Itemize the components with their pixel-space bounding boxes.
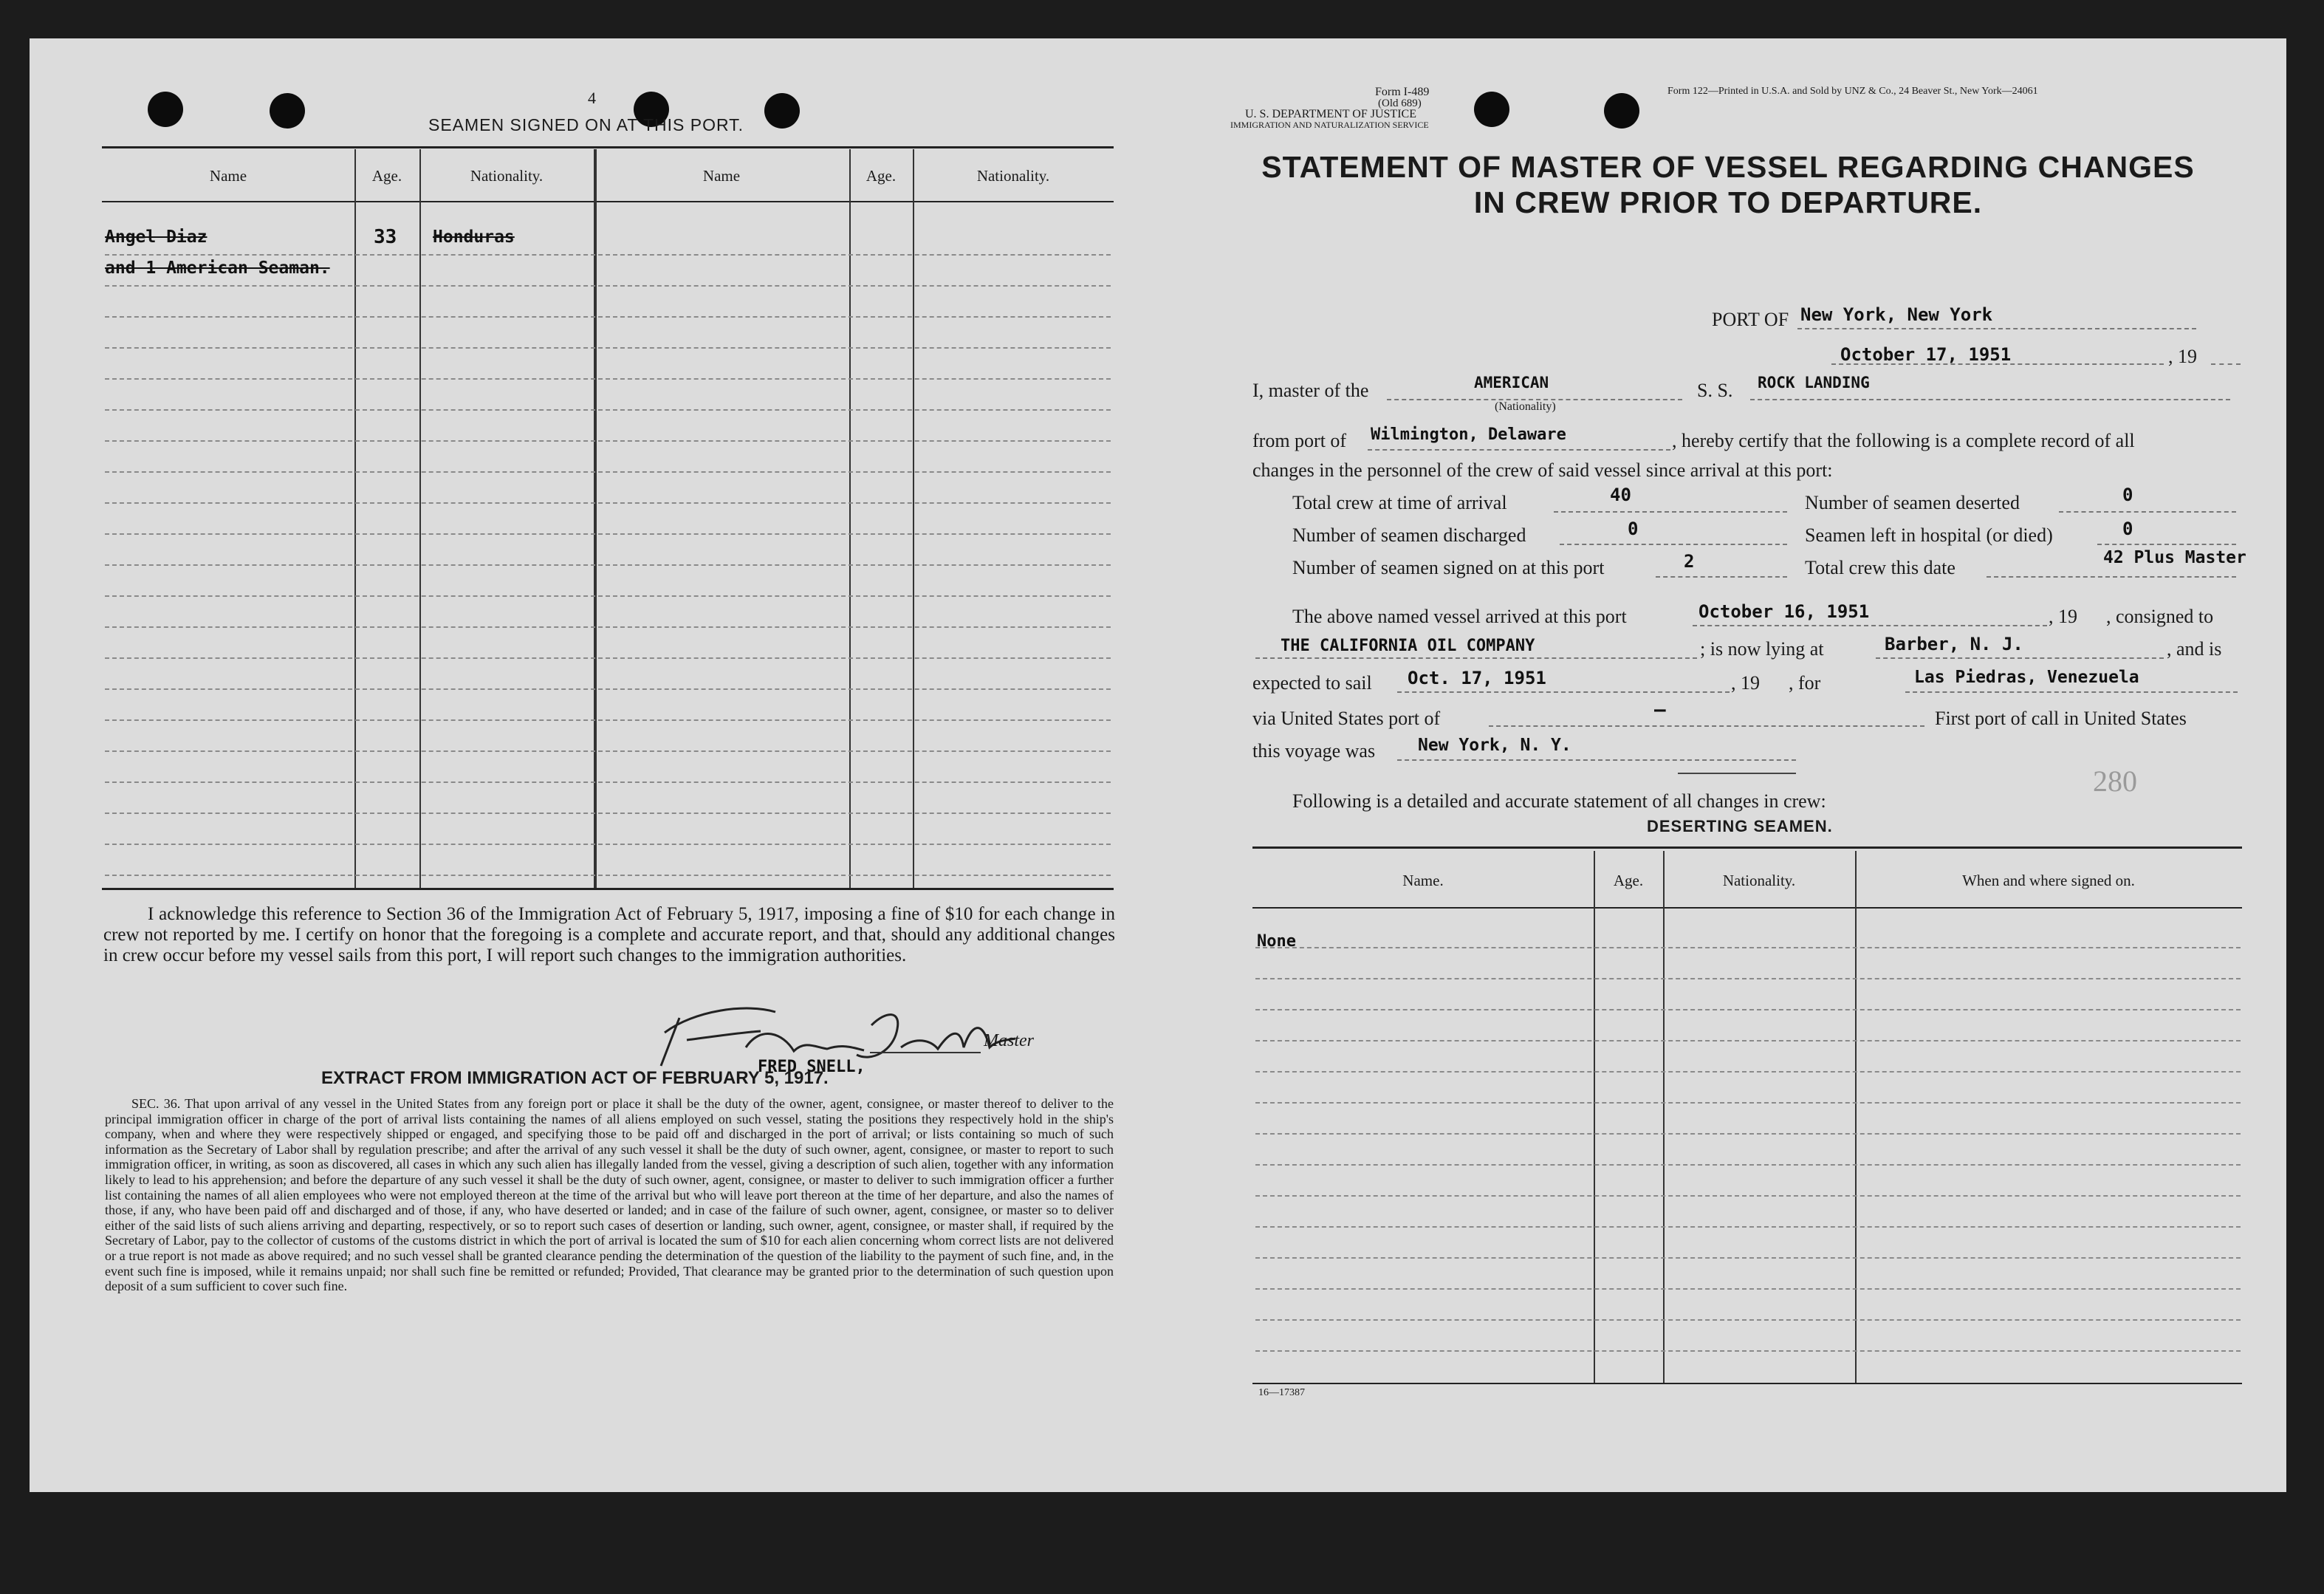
punch-hole	[1474, 92, 1509, 127]
department-name: U. S. DEPARTMENT OF JUSTICE	[1245, 108, 1416, 120]
desert-header-signed-on: When and where signed on.	[1962, 872, 2135, 889]
desert-header-name: Name.	[1402, 872, 1444, 889]
sail-label: expected to sail	[1252, 672, 1372, 694]
year-suffix: , 19	[2168, 346, 2197, 367]
punch-hole	[1604, 93, 1639, 129]
form-old-number: (Old 689)	[1378, 98, 1422, 109]
master-of-label: I, master of the	[1252, 380, 1369, 401]
printer-note: Form 122—Printed in U.S.A. and Sold by UNZ & Co., 24 Beaver St., New York—24061	[1667, 86, 2038, 97]
column-divider	[419, 149, 421, 888]
acknowledgment-body: I acknowledge this reference to Section 36 of the Immigration Act of February 5, 1917, imposing a fine of $10 for each change in crew not reported by me. I certify on honor that the foregoing is a complete and accurate report, and that, should any additional changes in crew occur before my vessel sails from this port, I will report such changes to the immigration authorities.	[103, 904, 1115, 965]
master-label: Master	[984, 1031, 1034, 1050]
vessel-fill-line	[1750, 399, 2230, 400]
ss-label: S. S.	[1697, 380, 1733, 401]
via-label: via United States port of	[1252, 708, 1441, 729]
voyage-label: this voyage was	[1252, 740, 1376, 762]
stat-value: 0	[1628, 519, 1639, 539]
table-bottom-rule	[102, 888, 1114, 890]
stat-fill-line	[1560, 544, 1787, 545]
form-title-line1: STATEMENT OF MASTER OF VESSEL REGARDING CHANGES	[1261, 150, 2195, 184]
desert-header-age: Age.	[1613, 872, 1644, 889]
punch-hole	[764, 93, 800, 129]
stat-fill-line	[1656, 576, 1787, 578]
signature-line	[870, 1052, 981, 1053]
desert-entry: None	[1257, 932, 1296, 951]
stat-value: 0	[2122, 485, 2133, 505]
from-port-fill-line	[1368, 449, 1670, 451]
column-divider	[849, 149, 851, 888]
desert-table-header-rule	[1252, 907, 2242, 909]
column-header-age: Age.	[865, 167, 897, 185]
voyage-fill-line	[1397, 759, 1796, 761]
document-sheet	[30, 38, 2286, 1492]
for-fill-line	[1905, 691, 2238, 693]
stat-fill-line	[1554, 511, 1787, 513]
punch-hole	[148, 92, 183, 127]
sail-value: Oct. 17, 1951	[1408, 668, 1546, 688]
arrived-value: October 16, 1951	[1699, 601, 1870, 622]
stat-label: Number of seamen discharged	[1292, 524, 1526, 546]
stat-label: Total crew at time of arrival	[1292, 492, 1507, 513]
form-title-line2: IN CREW PRIOR TO DEPARTURE.	[1473, 185, 1983, 219]
table-header-rule	[102, 201, 1114, 202]
column-header-name: Name	[209, 167, 247, 185]
stat-label: Number of seamen signed on at this port	[1292, 557, 1605, 578]
from-port-label: from port of	[1252, 430, 1347, 451]
acknowledgment-text	[103, 904, 1115, 966]
master-name-typed: FRED SNELL,	[758, 1058, 865, 1076]
date-fill-line	[1831, 363, 2164, 365]
from-port-value: Wilmington, Delaware	[1371, 425, 1566, 444]
via-value: —	[1654, 699, 1666, 721]
column-divider	[913, 149, 914, 888]
arrived-fill-line	[1693, 625, 2047, 626]
desert-column-divider	[1855, 851, 1857, 1383]
first-port-label: First port of call in United States	[1935, 708, 2187, 729]
seaman-nationality: Honduras	[433, 228, 515, 247]
stat-value: 0	[2122, 519, 2133, 539]
year-fill-line	[2211, 363, 2241, 365]
column-header-age: Age.	[371, 167, 402, 185]
column-header-nationality: Nationality.	[470, 167, 544, 185]
stat-value: 42 Plus Master	[2103, 548, 2246, 567]
voyage-underline	[1678, 773, 1796, 774]
desert-table-top	[1252, 846, 2242, 849]
for-value: Las Piedras, Venezuela	[1914, 668, 2139, 687]
voyage-value: New York, N. Y.	[1418, 736, 1571, 755]
stat-fill-line	[2097, 544, 2236, 545]
stat-label: Total crew this date	[1805, 557, 1955, 578]
sail-fill-line	[1397, 691, 1730, 693]
seaman-name: Angel Diaz	[105, 228, 208, 247]
consigned-label: , 19 , consigned to	[2049, 606, 2214, 627]
lying-value: Barber, N. J.	[1885, 634, 2023, 654]
page-number: 4	[588, 89, 596, 107]
form-number: Form I-489	[1375, 86, 1430, 98]
footer-code: 16—17387	[1258, 1387, 1305, 1398]
stat-fill-line	[1987, 576, 2236, 578]
seaman-age: 33	[374, 226, 397, 248]
extract-title: EXTRACT FROM IMMIGRATION ACT OF FEBRUARY 5, 1917.	[321, 1068, 829, 1088]
stamp-number: 280	[2093, 764, 2137, 798]
vessel-nationality: AMERICAN	[1474, 374, 1549, 391]
service-name: IMMIGRATION AND NATURALIZATION SERVICE	[1230, 120, 1429, 130]
port-fill-line	[1797, 328, 2196, 329]
changes-text: changes in the personnel of the crew of said vessel since arrival at this port:	[1252, 459, 1833, 481]
column-divider	[354, 149, 356, 888]
following-text: Following is a detailed and accurate statement of all changes in crew:	[1292, 790, 1826, 812]
column-header-name: Name	[702, 167, 741, 185]
section-title: SEAMEN SIGNED ON AT THIS PORT.	[428, 115, 744, 134]
consignee-value: THE CALIFORNIA OIL COMPANY	[1281, 637, 1535, 655]
stat-fill-line	[2059, 511, 2236, 513]
stat-label: Seamen left in hospital (or died)	[1805, 524, 2053, 546]
deserting-title: DESERTING SEAMEN.	[1647, 817, 1833, 835]
desert-table-bottom	[1252, 1383, 2242, 1384]
consignee-fill-line	[1255, 657, 1697, 659]
column-divider	[594, 149, 597, 888]
desert-column-divider	[1663, 851, 1665, 1383]
desert-header-nationality: Nationality.	[1722, 872, 1796, 889]
via-fill-line	[1489, 725, 1924, 727]
vessel-name: ROCK LANDING	[1758, 374, 1870, 391]
arrived-label: The above named vessel arrived at this port	[1292, 606, 1627, 627]
and-is-label: , and is	[2167, 638, 2222, 660]
form-title	[1196, 149, 2260, 220]
extract-body: SEC. 36. That upon arrival of any vessel in the United States from any foreign port or place it shall be the duty of the owner, agent, consignee, or master thereof to deliver to the principal immigration officer in charge of the port of arrival lists containing the names of all aliens employed on such vessel, stating the positions they respectively hold in the ship's company, when and where they were respectively shipped or engaged, and specifying those to be paid off and discharged in the port of arrival; or lists containing so much of such information as the Secretary of Labor shall by regulation prescribe; and after the arrival of any such vessel it shall be the duty of such owner, agent, consignee, or master to report to such immigration officer, in writing, as soon as discovered, all cases in which any such alien has illegally landed from the vessel, giving a description of such alien, together with any information likely to lead to his apprehension; and before the departure of any such vessel it shall be the duty of such owner, agent, consignee, or master to deliver to such immigration officer a further list containing the names of all alien employees who were not employed thereon at the time of the arrival but who will leave port thereon at the time of her departure, and also the names of those, if any, who have been paid off and discharged and of those, if any, who have deserted or landed; and in case of the failure of such owner, agent, consignee, or master so to deliver either of the said lists of such aliens arriving and departing, respectively, or so to report such cases of desertion or landing, such owner, agent, consignee, or master shall, if required by the Secretary of Labor, pay to the collector of customs of the customs district in which the port of arrival is located the sum of $10 for each alien concerning whom correct lists are not delivered or a true report is not made as above required; and no such vessel shall be granted clearance pending the determination of the question of the liability to the payment of such fine, and, in the event such fine is imposed, while it remains unpaid; nor shall such fine be remitted or refunded; Provided, That clearance may be granted prior to the determination of such question upon deposit of a sum sufficient to cover such fine.	[105, 1096, 1114, 1294]
seaman-name: and 1 American Seaman.	[105, 259, 330, 278]
for-label: , 19 , for	[1731, 672, 1821, 694]
stat-label: Number of seamen deserted	[1805, 492, 2020, 513]
stat-value: 40	[1610, 485, 1631, 505]
port-value: New York, New York	[1800, 304, 1993, 325]
lying-fill-line	[1876, 657, 2164, 659]
port-label: PORT OF	[1712, 309, 1789, 330]
lying-label: ; is now lying at	[1700, 638, 1824, 660]
certify-text: , hereby certify that the following is a complete record of all	[1672, 430, 2135, 451]
date-value: October 17, 1951	[1840, 344, 2012, 365]
nationality-caption: (Nationality)	[1495, 400, 1556, 413]
desert-column-divider	[1594, 851, 1595, 1383]
table-top-rule	[102, 146, 1114, 148]
stat-value: 2	[1684, 551, 1695, 572]
column-header-nationality: Nationality.	[976, 167, 1050, 185]
punch-hole	[270, 93, 305, 129]
